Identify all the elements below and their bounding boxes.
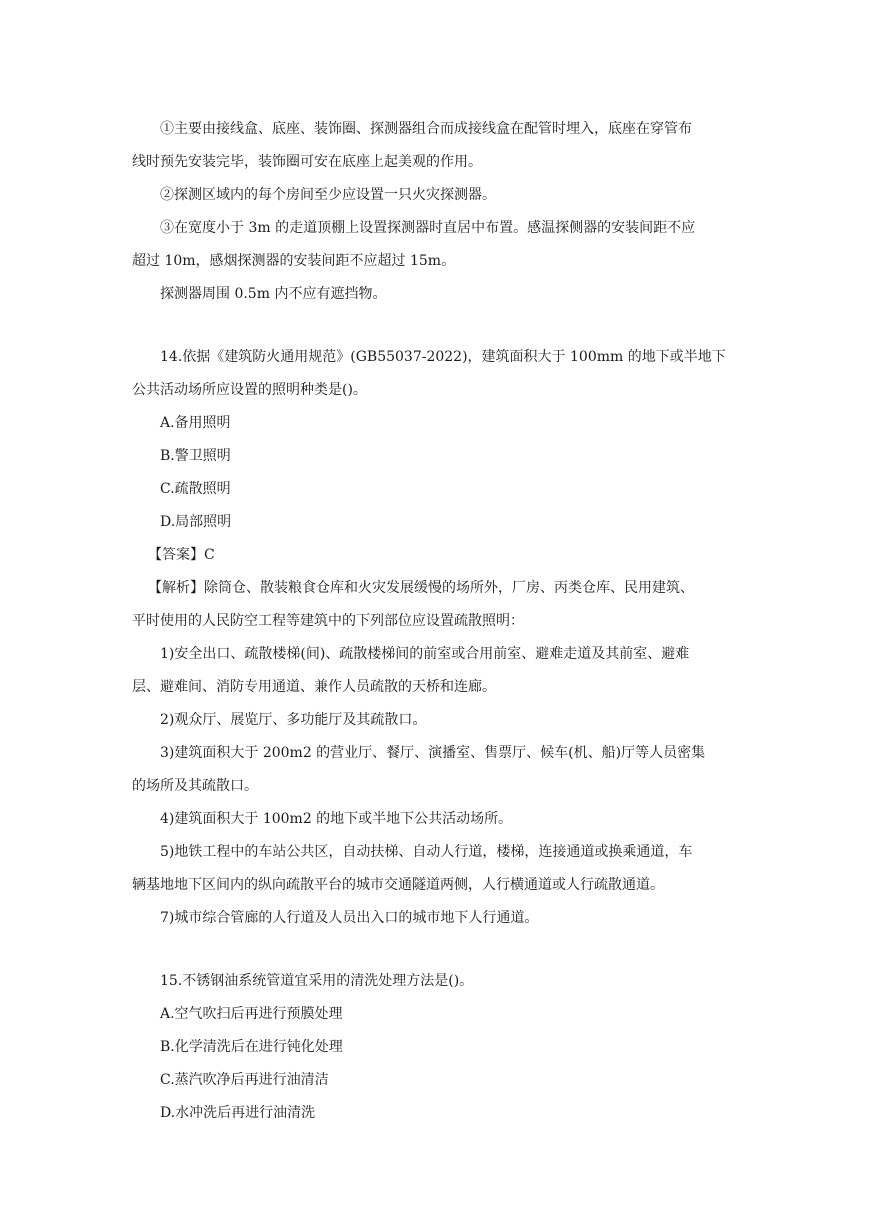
q14-analysis-line2: 平时使用的人民防空工程等建筑中的下列部位应设置疏散照明： [132,613,524,629]
q14-point4: 4)建筑面积大于 100m2 的地下或半地下公共活动场所。 [160,811,513,827]
q14-stem-line1: 14.依据《建筑防火通用规范》(GB55037-2022)，建筑面积大于 100mm 的地下或半地下 [160,349,726,365]
q14-point5-line1: 5)地铁工程中的车站公共区，自动扶梯、自动人行道，楼梯，连接通道或换乘通道，车 [160,844,693,860]
q14-point5-line2: 辆基地地下区间内的纵向疏散平台的城市交通隧道两侧，人行横通道或人行疏散通道。 [132,877,664,893]
q15-option-b: B.化学清洗后在进行钝化处理 [160,1039,343,1055]
intro-item3-line2: 超过 10m，感烟探测器的安装间距不应超过 15m。 [132,253,456,269]
q15-option-a: A.空气吹扫后再进行预膜处理 [160,1006,343,1022]
intro-item2: ②探测区域内的每个房间至少应设置一只火灾探测器。 [160,187,496,203]
intro-item3-line1: ③在宽度小于 3m 的走道顶棚上设置探测器时直居中布置。感温探侧器的安装间距不应 [160,220,696,236]
intro-item1-line2: 线时预先安装完毕，装饰圈可安在底座上起美观的作用。 [132,154,482,170]
q14-point7: 7)城市综合管廊的人行道及人员出入口的城市地下人行通道。 [160,910,539,926]
q14-option-a: A.备用照明 [160,415,231,431]
q14-answer: 【答案】C [148,547,215,563]
q14-point3-line2: 的场所及其疏散口。 [132,778,258,794]
q15-stem: 15.不锈钢油系统管道宜采用的清洗处理方法是()。 [160,973,474,989]
q14-point1-line1: 1)安全出口、疏散楼梯(间)、疏散楼梯间的前室或合用前室、避难走道及其前室、避难 [160,646,690,662]
q14-option-c: C.疏散照明 [160,481,231,497]
q14-stem-line2: 公共活动场所应设置的照明种类是()。 [132,382,367,398]
q14-option-b: B.警卫照明 [160,448,231,464]
q14-point2: 2)观众厅、展览厅、多功能厅及其疏散口。 [160,712,427,728]
q14-option-d: D.局部照明 [160,514,232,530]
intro-item4: 探测器周围 0.5m 内不应有遮挡物。 [160,286,387,302]
q14-point1-line2: 层、避难间、消防专用通道、兼作人员疏散的天桥和连廊。 [132,679,496,695]
q15-option-c: C.蒸汽吹净后再进行油清洁 [160,1072,329,1088]
q14-point3-line1: 3)建筑面积大于 200m2 的营业厅、餐厅、演播室、售票厅、候车(机、船)厅等人员密集 [160,745,706,761]
q15-option-d: D.水冲洗后再进行油清洗 [160,1105,316,1121]
q14-analysis-line1: 【解析】除筒仓、散装粮食仓库和火灾发展缓慢的场所外，厂房、丙类仓库、民用建筑、 [148,580,694,596]
intro-item1-line1: ①主要由接线盒、底座、装饰圈、探测器组合而成接线盒在配管时埋入，底座在穿管布 [160,121,692,137]
